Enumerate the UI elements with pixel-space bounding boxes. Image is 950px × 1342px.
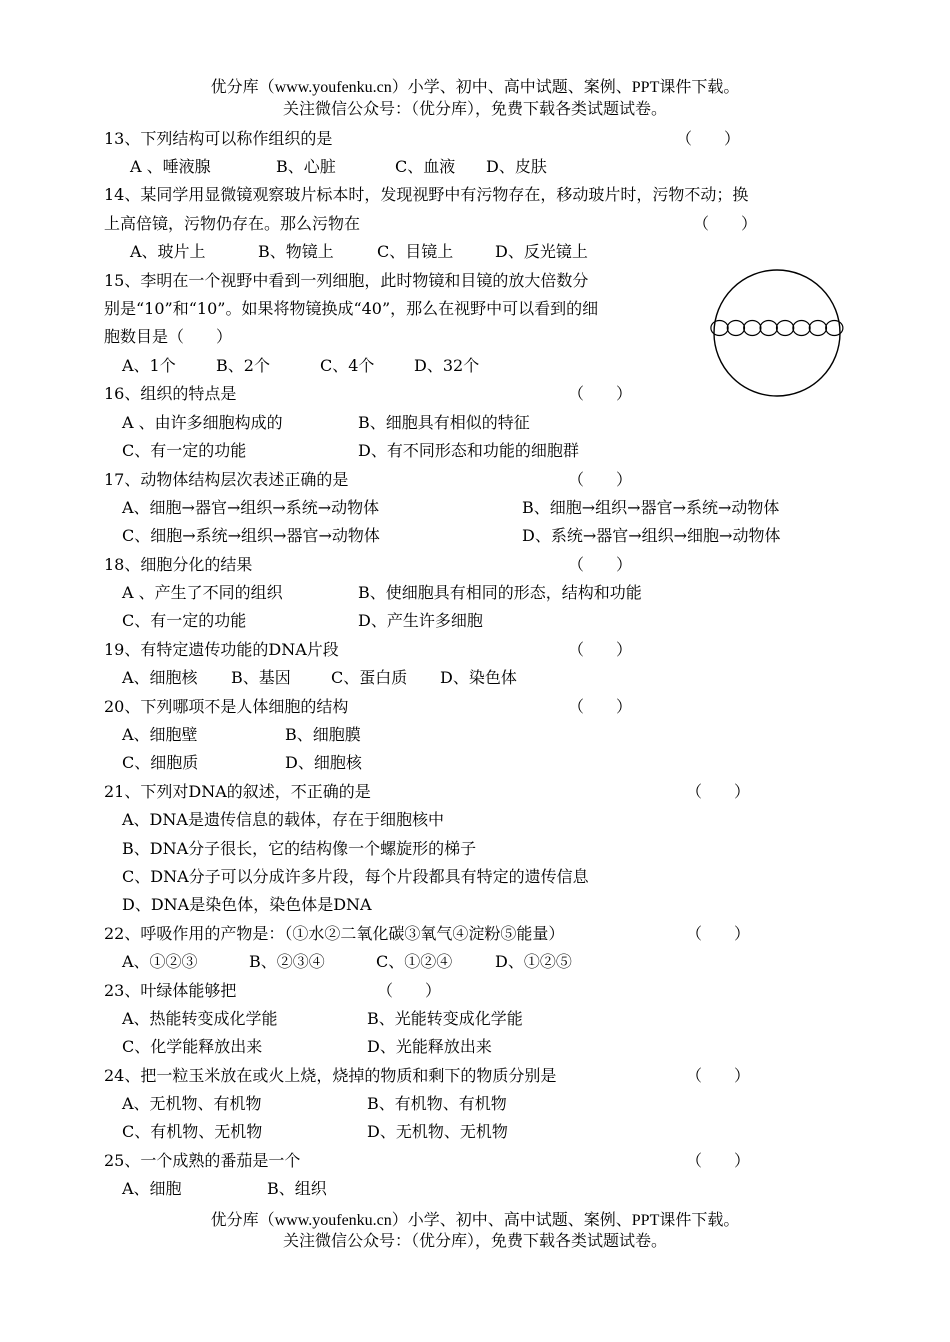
header-line-2: 关注微信公众号：（优分库），免费下载各类试题试卷。 xyxy=(282,101,667,118)
cell xyxy=(777,321,794,336)
question-16-option-a: A 、由许多细胞构成的 xyxy=(122,413,283,432)
cell xyxy=(760,321,777,336)
question-20-option-a: A、细胞壁 xyxy=(122,725,198,744)
question-16-stem: 16、组织的特点是 xyxy=(104,384,237,403)
question-17-option-a: A、细胞→器官→组织→系统→动物体 xyxy=(122,498,380,517)
question-21-option-b: B、DNA分子很长，它的结构像一个螺旋形的梯子 xyxy=(122,839,477,858)
question-20-answer-paren: （ ） xyxy=(568,697,633,716)
question-14-option-d: D、反光镜上 xyxy=(495,242,588,261)
question-18-option-a: A 、产生了不同的组织 xyxy=(122,583,283,602)
question-24-option-b: B、有机物、有机物 xyxy=(367,1094,507,1113)
question-14-option-b: B、物镜上 xyxy=(258,242,334,261)
footer-line-1: 优分库（www.youfenku.cn）小学、初中、高中试题、案例、PPT课件下载。 xyxy=(210,1212,740,1229)
question-21-option-c: C、DNA分子可以分成许多片段，每个片段都具有特定的遗传信息 xyxy=(122,867,589,886)
question-13-option-d: D、皮肤 xyxy=(486,157,547,176)
question-17-answer-paren: （ ） xyxy=(568,470,633,489)
question-15-stem-line-3: 胞数目是（ ） xyxy=(104,327,233,346)
cell xyxy=(744,321,761,336)
question-21-option-d: D、DNA是染色体，染色体是DNA xyxy=(122,895,372,914)
question-21-stem: 21、下列对DNA的叙述，不正确的是 xyxy=(104,782,371,801)
question-19-option-a: A、细胞核 xyxy=(122,668,198,687)
question-14-option-c: C、目镜上 xyxy=(377,242,454,261)
question-15-option-b: B、2个 xyxy=(216,356,270,375)
question-20-option-d: D、细胞核 xyxy=(285,753,362,772)
question-25-stem: 25、一个成熟的番茄是一个 xyxy=(104,1151,301,1170)
question-15-option-a: A、1个 xyxy=(122,356,176,375)
question-23-stem: 23、叶绿体能够把 xyxy=(104,981,237,1000)
question-22-answer-paren: （ ） xyxy=(686,924,751,943)
question-15-stem-line-1: 15、李明在一个视野中看到一列细胞，此时物镜和目镜的放大倍数分 xyxy=(104,271,589,290)
question-19-option-d: D、染色体 xyxy=(440,668,517,687)
question-24-answer-paren: （ ） xyxy=(686,1066,751,1085)
question-17-stem: 17、动物体结构层次表述正确的是 xyxy=(104,470,349,489)
cell xyxy=(809,321,826,336)
question-14-answer-paren: （ ） xyxy=(693,214,758,233)
question-16-answer-paren: （ ） xyxy=(568,384,633,403)
question-13-option-c: C、血液 xyxy=(395,157,456,176)
question-14-option-a: A、玻片上 xyxy=(130,242,206,261)
question-18-option-c: C、有一定的功能 xyxy=(122,611,247,630)
question-23-option-a: A、热能转变成化学能 xyxy=(122,1009,278,1028)
question-21-answer-paren: （ ） xyxy=(686,782,751,801)
question-20-stem: 20、下列哪项不是人体细胞的结构 xyxy=(104,697,349,716)
question-22-option-d: D、①②⑤ xyxy=(495,952,572,971)
question-22-stem: 22、呼吸作用的产物是：（①水②二氧化碳③氧气④淀粉⑤能量） xyxy=(104,924,565,943)
question-13-stem: 13、下列结构可以称作组织的是 xyxy=(104,129,333,148)
question-17-option-d: D、系统→器官→组织→细胞→动物体 xyxy=(522,526,781,545)
question-18-stem: 18、细胞分化的结果 xyxy=(104,555,253,574)
cell xyxy=(727,321,744,336)
question-24-option-d: D、无机物、无机物 xyxy=(367,1122,508,1141)
question-17-option-c: C、细胞→系统→组织→器官→动物体 xyxy=(122,526,380,545)
question-13-option-b: B、心脏 xyxy=(276,157,336,176)
question-23-option-c: C、化学能释放出来 xyxy=(122,1037,263,1056)
question-19-option-b: B、基因 xyxy=(231,668,291,687)
question-21-option-a: A、DNA是遗传信息的载体，存在于细胞核中 xyxy=(122,810,444,829)
question-14-stem-line-1: 14、某同学用显微镜观察玻片标本时，发现视野中有污物存在，移动玻片时，污物不动；换 xyxy=(104,185,749,204)
question-19-answer-paren: （ ） xyxy=(568,640,633,659)
question-24-stem: 24、把一粒玉米放在或火上烧，烧掉的物质和剩下的物质分别是 xyxy=(104,1066,557,1085)
question-25-option-a: A、细胞 xyxy=(122,1179,182,1198)
footer-line-2: 关注微信公众号：（优分库），免费下载各类试题试卷。 xyxy=(282,1233,667,1250)
question-16-option-b: B、细胞具有相似的特征 xyxy=(358,413,530,432)
question-23-option-d: D、光能释放出来 xyxy=(367,1037,492,1056)
question-22-option-c: C、①②④ xyxy=(376,952,453,971)
question-15-stem-line-2: 别是“10”和“10”。如果将物镜换成“40”，那么在视野中可以看到的细 xyxy=(104,299,599,318)
field-of-view-circle xyxy=(714,270,840,396)
question-18-answer-paren: （ ） xyxy=(568,555,633,574)
question-20-option-b: B、细胞膜 xyxy=(285,725,361,744)
microscope-field-diagram xyxy=(707,266,847,400)
cell-row xyxy=(711,321,843,336)
question-15-option-d: D、32个 xyxy=(414,356,480,375)
question-19-stem: 19、有特定遗传功能的DNA片段 xyxy=(104,640,339,659)
question-14-stem-line-2: 上高倍镜，污物仍存在。那么污物在 xyxy=(104,214,361,233)
question-22-option-b: B、②③④ xyxy=(249,952,325,971)
question-23-option-b: B、光能转变成化学能 xyxy=(367,1009,523,1028)
question-15-option-c: C、4个 xyxy=(320,356,375,375)
question-24-option-c: C、有机物、无机物 xyxy=(122,1122,263,1141)
question-16-option-d: D、有不同形态和功能的细胞群 xyxy=(358,441,579,460)
cell xyxy=(711,321,728,336)
header-line-1: 优分库（www.youfenku.cn）小学、初中、高中试题、案例、PPT课件下载。 xyxy=(210,79,740,96)
question-13-option-a: A 、唾液腺 xyxy=(130,157,211,176)
question-25-option-b: B、组织 xyxy=(267,1179,327,1198)
question-16-option-c: C、有一定的功能 xyxy=(122,441,247,460)
question-19-option-c: C、蛋白质 xyxy=(331,668,408,687)
question-18-option-b: B、使细胞具有相同的形态，结构和功能 xyxy=(358,583,642,602)
question-23-answer-paren: （ ） xyxy=(377,981,442,1000)
question-24-option-a: A、无机物、有机物 xyxy=(122,1094,262,1113)
question-17-option-b: B、细胞→组织→器官→系统→动物体 xyxy=(522,498,780,517)
question-18-option-d: D、产生许多细胞 xyxy=(358,611,483,630)
cell xyxy=(793,321,810,336)
question-20-option-c: C、细胞质 xyxy=(122,753,199,772)
question-13-answer-paren: （ ） xyxy=(676,129,741,148)
question-25-answer-paren: （ ） xyxy=(686,1151,751,1170)
question-22-option-a: A、①②③ xyxy=(122,952,198,971)
